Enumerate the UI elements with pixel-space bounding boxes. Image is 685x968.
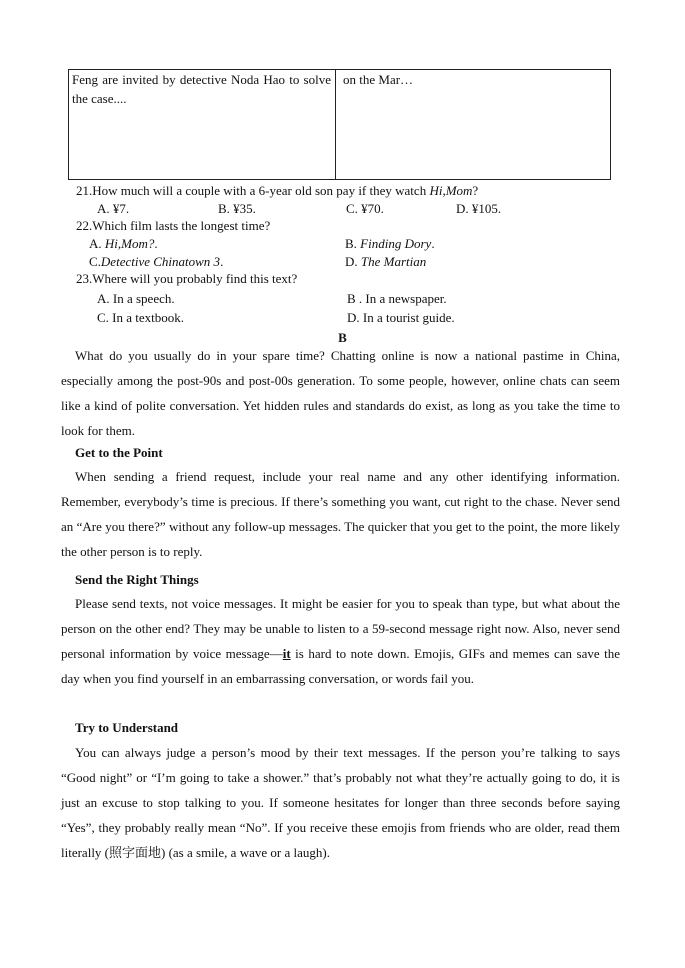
- question-22-option-c: C.Detective Chinatown 3.: [89, 254, 224, 269]
- question-23-option-a: A. In a speech.: [97, 291, 175, 306]
- question-21-option-d: D. ¥105.: [456, 201, 502, 216]
- paragraph-try-to-understand: You can always judge a person’s mood by their text messages. If the person you’re talking to says “Good night” or “I’m going to take a shower.” that’s probably not what they’re actually going to do, it is just an excuse to stop talking to you. If someone hesitates for longer than three seconds before saying “Yes”, they probably really mean “No”. If you receive these emojis from friends who are older, read them literally (照字面地) (as a smile, a wave or a laugh).: [61, 745, 620, 860]
- question-23-stem: 23.Where will you probably find this text?: [76, 271, 298, 286]
- question-23-option-b: B . In a newspaper.: [347, 291, 447, 306]
- question-21-option-b: B. ¥35.: [218, 201, 256, 216]
- question-21-option-a: A. ¥7.: [97, 201, 130, 216]
- heading-get-to-the-point: Get to the Point: [75, 445, 163, 460]
- question-22-stem: 22.Which film lasts the longest time?: [76, 218, 271, 233]
- info-table: [68, 69, 611, 180]
- question-22-option-b: B. Finding Dory.: [345, 236, 435, 251]
- question-23-option-c: C. In a textbook.: [97, 310, 185, 325]
- question-21-option-c: C. ¥70.: [346, 201, 384, 216]
- question-23-option-d: D. In a tourist guide.: [347, 310, 455, 325]
- paragraph-get-to-the-point: When sending a friend request, include your real name and any other identifying information. Remember, everybody’s time is precious. If there’s something you want, cut right to the chase. Never send an “Are you there?” without any follow-up messages. The quicker that you get to the point, the more likely the other person is to reply.: [61, 469, 620, 559]
- heading-send-the-right-things: Send the Right Things: [75, 572, 199, 587]
- paragraph-send-the-right-things: Please send texts, not voice messages. It might be easier for you to speak than type, but what about the person on the other end? They may be unable to listen to a 59-second message right now. Also, never send personal information by voice message—it is hard to note down. Emojis, GIFs and memes can save the day when you find yourself in an embarrassing conversation, or words fail you.: [61, 596, 621, 686]
- table-cell-right: on the Mar…: [343, 72, 414, 87]
- table-cell-left: Feng are invited by detective Noda Hao to solve the case....: [69, 70, 336, 179]
- section-b-intro: What do you usually do in your spare time? Chatting online is now a national pastime in China, especially among the post-90s and post-00s generation. To some people, however, online chats can seem like a kind of polite conversation. Yet hidden rules and standards do exist, as long as you take the time to look for them.: [61, 348, 620, 438]
- question-21-stem: 21.How much will a couple with a 6-year old son pay if they watch Hi,Mom?: [76, 183, 479, 198]
- question-22-option-d: D. The Martian: [345, 254, 427, 269]
- section-b-label: B: [338, 330, 347, 345]
- question-22-option-a: A. Hi,Mom?.: [89, 236, 158, 251]
- heading-try-to-understand: Try to Understand: [75, 720, 179, 735]
